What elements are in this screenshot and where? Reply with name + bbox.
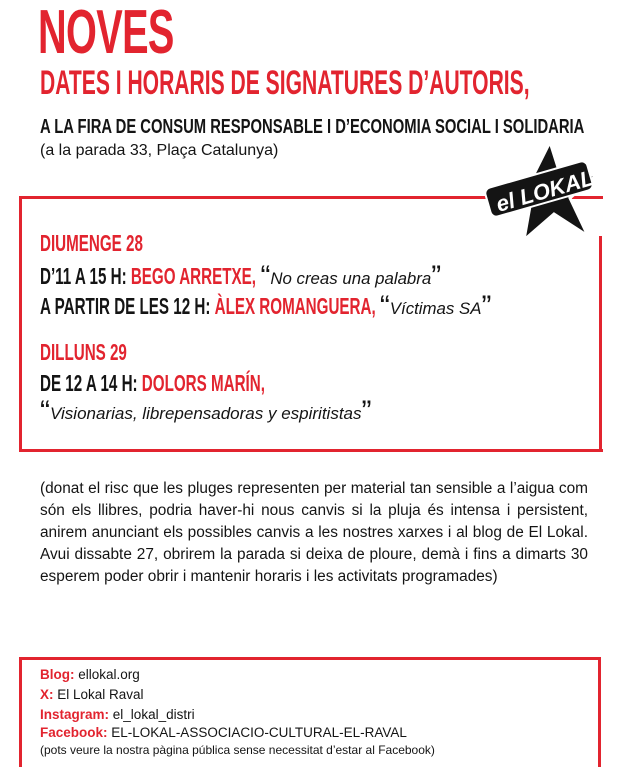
entry-time: A PARTIR DE LES 12 H: (40, 293, 215, 319)
entry-work: “No creas una palabra” (260, 260, 441, 293)
facebook-note: (pots veure la nostra pàgina pública sense necessitat d’estar al Facebook) (40, 743, 435, 757)
entry-author: BEGO ARRETXE, (130, 263, 261, 289)
schedule-entry (40, 260, 441, 293)
location-text: (a la parada 33, Plaça Catalunya) (40, 142, 279, 159)
fair-heading: A LA FIRA DE CONSUM RESPONSABLE I D’ECONOMIA SOCIAL I SOLIDARIA (40, 116, 585, 138)
entry-time: DE 12 A 14 H: (40, 370, 142, 396)
day-label-sunday: DIUMENGE 28 (40, 230, 143, 256)
entry-author: DOLORS MARÍN, (141, 370, 265, 396)
schedule-entry (40, 290, 492, 323)
page-title: NOVES (38, 0, 174, 67)
entry-time: D’11 A 15 H: (40, 263, 131, 289)
entry-author: ÀLEX ROMANGUERA, (214, 293, 380, 319)
schedule-box-border (599, 236, 602, 452)
logo-wordmark: el LOKAL (493, 165, 597, 217)
contact-blog: Blog: ellokal.org (40, 667, 140, 682)
page-subtitle: DATES I HORARIS DE SIGNATURES D’AUTORIS, (40, 64, 530, 102)
contact-x: X: El Lokal Raval (40, 687, 144, 702)
schedule-entry (40, 372, 265, 395)
el-lokal-logo (478, 140, 600, 244)
facebook-link[interactable]: EL-LOKAL-ASSOCIACIO-CULTURAL-EL-RAVAL (111, 725, 407, 740)
entry-work: “Víctimas SA” (379, 290, 492, 323)
day-label-monday: DILLUNS 29 (40, 339, 127, 365)
instagram-link[interactable]: el_lokal_distri (112, 707, 195, 722)
contact-instagram: Instagram: el_lokal_distri (40, 707, 195, 722)
rain-notice: (donat el risc que les pluges representen per material tan sensible a l’aigua com són els llibres, podria haver-hi nous canvis si la pluja és intensa i persistent, anirem anunciant els possibles canvis a les nostres xarxes i al blog de El Lokal. Avui dissabte 27, obrirem la parada si deixa de ploure, demà i fins a dimarts 30 esperem poder obrir i mantenir horaris i les activitats programades) (40, 480, 588, 585)
blog-link[interactable]: ellokal.org (78, 667, 140, 682)
x-link[interactable]: El Lokal Raval (57, 687, 144, 702)
entry-work: “Visionarias, librepensadoras y espiritistas” (40, 395, 372, 428)
contact-facebook: Facebook: EL-LOKAL-ASSOCIACIO-CULTURAL-EL-RAVAL (40, 725, 407, 740)
